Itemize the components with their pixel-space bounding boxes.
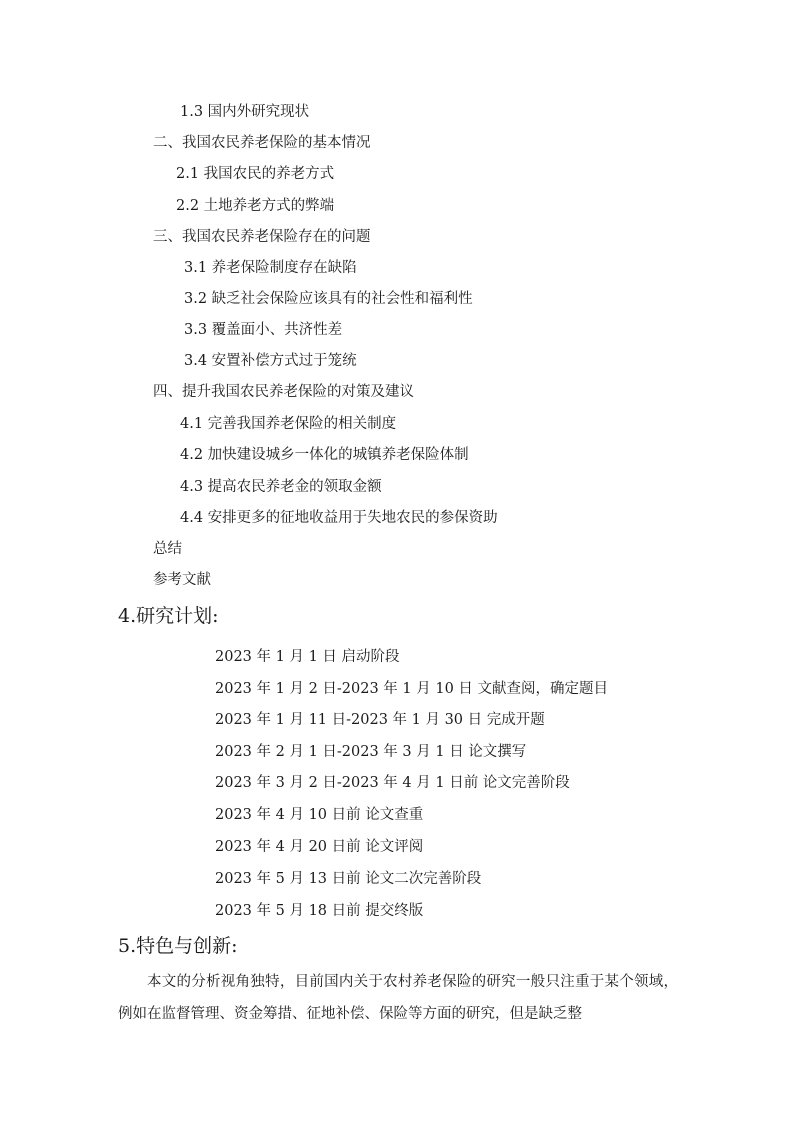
toc-item: 二、我国农民养老保险的基本情况 [153,135,371,151]
plan-item: 2023 年 4 月 20 日前 论文评阅 [215,839,424,855]
plan-item: 2023 年 5 月 13 日前 论文二次完善阶段 [215,871,482,887]
plan-item: 2023 年 2 月 1 日-2023 年 3 月 1 日 论文撰写 [215,744,527,760]
toc-item: 1.3 国内外研究现状 [180,104,310,120]
toc-item: 4.1 完善我国养老保险的相关制度 [180,416,397,432]
toc-item: 四、提升我国农民养老保险的对策及建议 [153,384,414,400]
toc-item: 3.2 缺乏社会保险应该具有的社会性和福利性 [184,291,473,307]
plan-item: 2023 年 1 月 11 日-2023 年 1 月 30 日 完成开题 [215,712,545,728]
plan-item: 2023 年 1 月 2 日-2023 年 1 月 10 日 文献查阅，确定题目 [215,681,609,697]
toc-item: 3.3 覆盖面小、共济性差 [184,322,343,338]
section-heading-plan: 4.研究计划: [118,605,219,627]
plan-item: 2023 年 3 月 2 日-2023 年 4 月 1 日前 论文完善阶段 [215,775,570,791]
toc-item: 4.4 安排更多的征地收益用于失地农民的参保资助 [180,510,498,526]
innovation-paragraph: 本文的分析视角独特，目前国内关于农村养老保险的研究一般只注重于某个领域，例如在监督管理、资金筹措、征地补偿、保险等方面的研究，但是缺乏整 [118,974,678,1022]
plan-item: 2023 年 5 月 18 日前 提交终版 [215,903,424,919]
toc-item: 总结 [153,541,182,557]
toc-item: 4.2 加快建设城乡一体化的城镇养老保险体制 [180,447,469,463]
plan-item: 2023 年 1 月 1 日 启动阶段 [215,649,400,665]
plan-item: 2023 年 4 月 10 日前 论文查重 [215,807,424,823]
toc-item: 3.1 养老保险制度存在缺陷 [184,260,357,276]
toc-item: 三、我国农民养老保险存在的问题 [153,229,371,245]
toc-item: 3.4 安置补偿方式过于笼统 [184,353,357,369]
toc-item: 2.1 我国农民的养老方式 [176,166,335,182]
toc-item: 2.2 土地养老方式的弊端 [176,198,335,214]
toc-item: 参考文献 [153,572,211,588]
toc-item: 4.3 提高农民养老金的领取金额 [180,479,382,495]
section-heading-innovation: 5.特色与创新: [118,935,238,957]
